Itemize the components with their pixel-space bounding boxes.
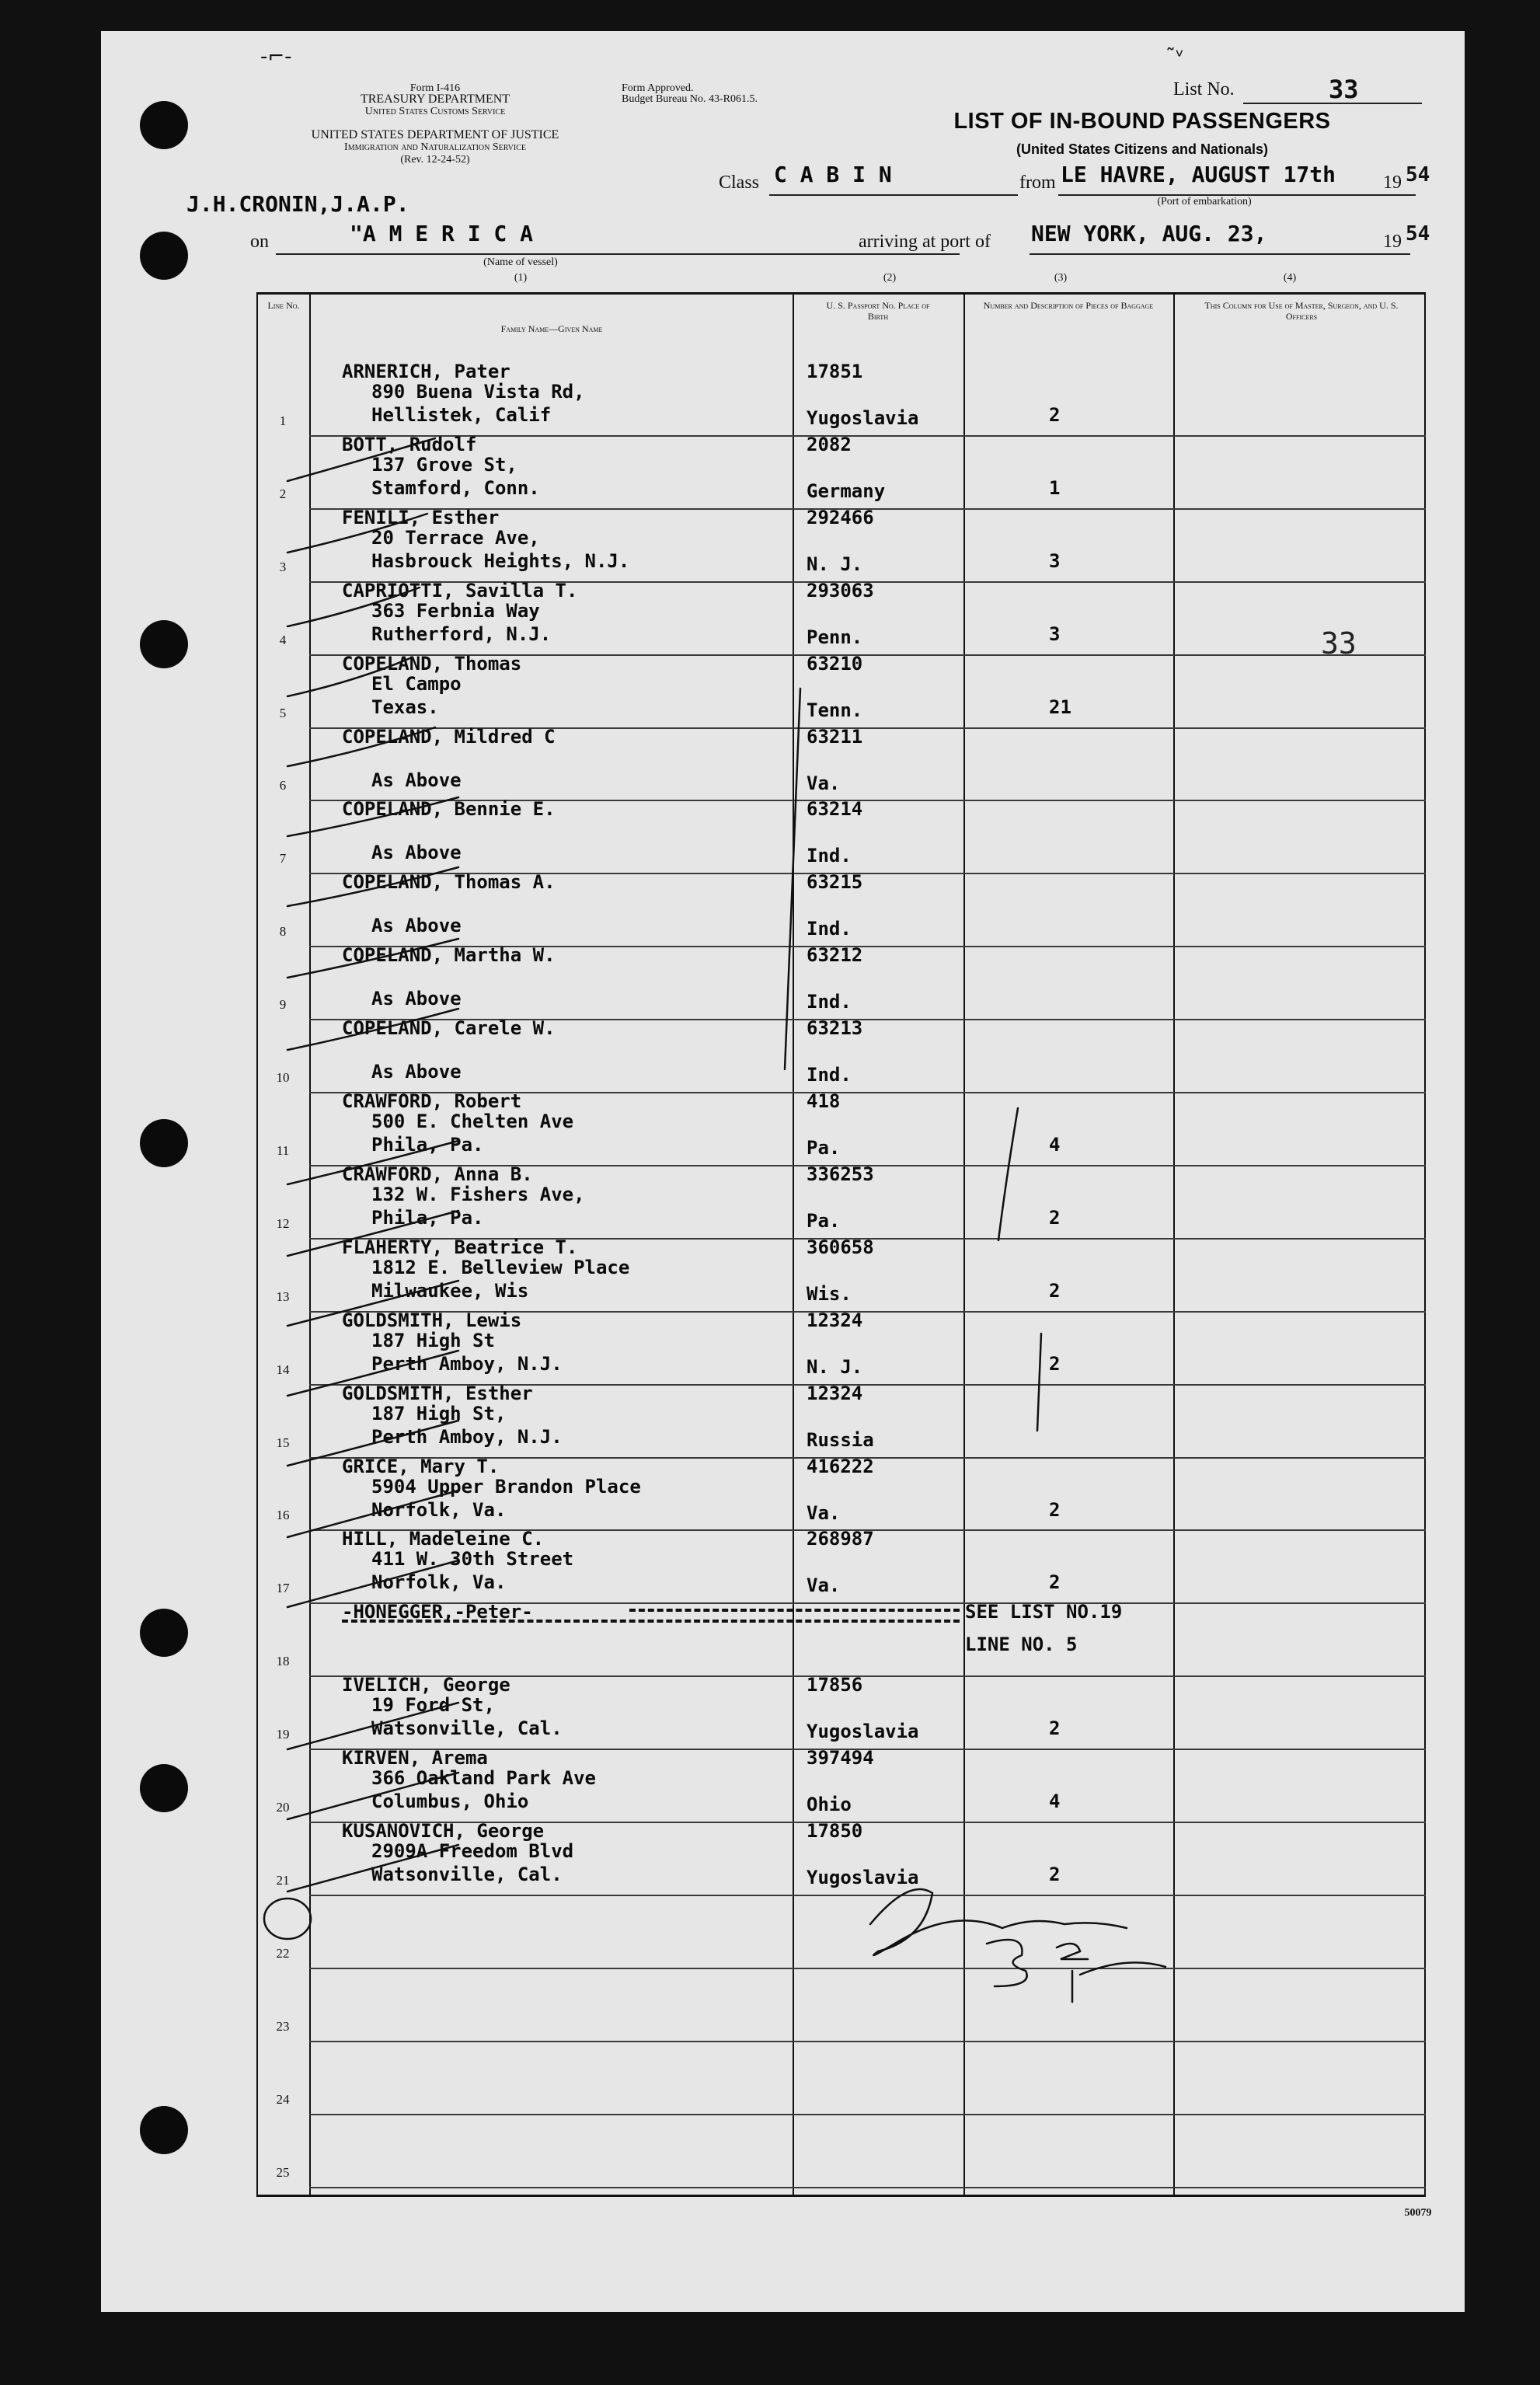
baggage-count: 2	[1049, 1864, 1061, 1885]
baggage-count: 1	[1049, 476, 1061, 499]
address-line-1: 187 High St,	[371, 1402, 507, 1424]
address-line-1: 187 High St	[371, 1329, 495, 1351]
passport-number: 418	[807, 1090, 841, 1112]
vessel-label: (Name of vessel)	[483, 256, 558, 268]
place-of-birth: Ind.	[807, 1064, 852, 1086]
dept-ins: Immigration and Naturalization Service	[344, 141, 526, 153]
dept-justice: UNITED STATES DEPARTMENT OF JUSTICE	[311, 128, 559, 141]
place-of-birth: Ind.	[807, 918, 852, 940]
col-header-line: Line No.	[267, 300, 300, 311]
passenger-name: GOLDSMITH, Esther	[342, 1382, 533, 1404]
place-of-birth: Tenn.	[807, 699, 863, 721]
dept-customs: United States Customs Service	[364, 106, 506, 117]
col-header-officers: This Column for Use of Master, Surgeon, and U. S. Officers	[1204, 300, 1399, 322]
line-number: 25	[276, 2164, 290, 2180]
address-line-1: El Campo	[371, 672, 462, 695]
address-line-1: 890 Buena Vista Rd,	[371, 381, 585, 403]
line-number: 10	[276, 1070, 290, 1085]
arriving-value: NEW YORK, AUG. 23,	[1031, 221, 1267, 246]
port-embark-label: (Port of embarkation)	[1157, 196, 1252, 207]
address-line-2: Milwaukee, Wis	[371, 1279, 529, 1302]
line-number: 20	[276, 1800, 290, 1815]
place-of-birth: Wis.	[807, 1282, 852, 1305]
passenger-name: FLAHERTY, Beatrice T.	[342, 1236, 578, 1258]
from-label: from	[1019, 173, 1056, 193]
passenger-name: COPELAND, Thomas A.	[342, 871, 556, 894]
revision: (Rev. 12-24-52)	[400, 154, 470, 166]
line-number: 3	[279, 559, 287, 574]
baggage-count: 2	[1049, 1279, 1061, 1302]
punch-hole	[140, 101, 188, 149]
punch-hole	[140, 1609, 188, 1657]
handwritten-marks	[256, 292, 1426, 2196]
col-num-2: (2)	[883, 272, 897, 284]
passenger-name: FENILI, Esther	[342, 506, 500, 528]
baggage-count: 3	[1049, 622, 1061, 645]
passenger-name: -HONEGGER,-Peter-	[342, 1601, 533, 1623]
arrival-year-prefix: 19	[1383, 232, 1402, 252]
line-number: 5	[279, 705, 287, 720]
address-line-2: As Above	[371, 988, 462, 1010]
address-line-2: As Above	[371, 842, 462, 864]
place-of-birth: Penn.	[807, 626, 863, 648]
place-of-birth: Russia	[807, 1428, 874, 1451]
line-number: 12	[276, 1215, 290, 1231]
passenger-name: COPELAND, Mildred C	[342, 725, 556, 748]
passenger-name: KIRVEN, Arema	[342, 1747, 488, 1770]
address-line-2: Rutherford, N.J.	[371, 622, 552, 645]
class-label: Class	[719, 173, 760, 193]
arriving-label: arriving at port of	[859, 232, 991, 252]
line-number: 13	[276, 1288, 290, 1304]
line-number: 2	[279, 486, 287, 501]
place-of-birth: Va.	[807, 772, 841, 794]
line-number: 8	[279, 924, 287, 940]
place-of-birth: Germany	[807, 479, 886, 502]
place-of-birth: Pa.	[807, 1137, 841, 1159]
passenger-name: COPELAND, Bennie E.	[342, 798, 556, 821]
address-line-1: 1812 E. Belleview Place	[371, 1256, 630, 1278]
col-header-baggage: Number and Description of Pieces of Baggage	[983, 300, 1154, 311]
line-number: 9	[279, 997, 287, 1013]
place-of-birth: Yugoslavia	[807, 1867, 919, 1888]
class-value: C A B I N	[774, 162, 892, 187]
on-label: on	[250, 232, 269, 252]
footer-code: 50079	[1404, 2207, 1432, 2219]
address-line-2: As Above	[371, 1061, 462, 1083]
passenger-name: CAPRIOTTI, Savilla T.	[342, 579, 578, 601]
passport-number: 63211	[807, 725, 863, 748]
place-of-birth: Va.	[807, 1574, 841, 1597]
address-line-2: Perth Amboy, N.J.	[371, 1352, 563, 1375]
address-line-1: 5904 Upper Brandon Place	[371, 1475, 641, 1498]
top-mark: ˜ᵛ	[1165, 45, 1184, 68]
passport-number: 17851	[807, 361, 863, 382]
passport-number: 17856	[807, 1674, 863, 1696]
place-of-birth: N. J.	[807, 1355, 863, 1378]
manifest-sheet	[101, 31, 1465, 2312]
year-value: 54	[1406, 163, 1430, 187]
place-of-birth: Ind.	[807, 845, 852, 867]
passenger-name: COPELAND, Martha W.	[342, 944, 556, 967]
baggage-count: 4	[1049, 1790, 1061, 1813]
passport-number: 63213	[807, 1017, 863, 1040]
passport-number: 63214	[807, 798, 863, 821]
address-line-1: 500 E. Chelten Ave	[371, 1111, 574, 1132]
list-no-value: 33	[1329, 75, 1359, 104]
baggage-count: 2	[1049, 1571, 1061, 1594]
passport-number: 63210	[807, 652, 863, 675]
place-of-birth: Ohio	[807, 1794, 852, 1816]
budget-bureau: Budget Bureau No. 43-R061.5.	[622, 93, 758, 105]
address-line-2: Perth Amboy, N.J.	[371, 1425, 563, 1448]
address-line-2: Phila, Pa.	[371, 1206, 484, 1229]
address-line-1: 366 Oakland Park Ave	[371, 1767, 596, 1790]
col-num-1: (1)	[514, 272, 528, 284]
line-number: 4	[279, 632, 287, 647]
baggage-count: 2	[1049, 1206, 1061, 1229]
cross-reference-note: SEE LIST NO.19	[965, 1601, 1123, 1623]
punch-hole	[140, 232, 188, 280]
passenger-name: GOLDSMITH, Lewis	[342, 1309, 522, 1331]
passport-number: 268987	[807, 1528, 874, 1550]
address-line-2: Hasbrouck Heights, N.J.	[371, 549, 630, 572]
passport-number: 360658	[807, 1236, 874, 1258]
passport-number: 12324	[807, 1382, 863, 1404]
line-number: 15	[276, 1435, 290, 1450]
passenger-name: HILL, Madeleine C.	[342, 1528, 545, 1550]
address-line-2: Phila, Pa.	[371, 1134, 484, 1156]
address-line-1: 132 W. Fishers Ave,	[371, 1183, 585, 1205]
address-line-1: 411 W. 30th Street	[371, 1548, 574, 1571]
baggage-count: 2	[1049, 404, 1061, 426]
passport-number: 12324	[807, 1309, 863, 1331]
address-line-2: Columbus, Ohio	[371, 1790, 529, 1813]
top-mark: -⌐-	[260, 45, 292, 68]
line-number: 11	[276, 1142, 290, 1158]
passenger-name: GRICE, Mary T.	[342, 1455, 500, 1477]
line-number: 22	[276, 1945, 290, 1961]
address-line-1: 2909A Freedom Blvd	[371, 1840, 574, 1862]
passport-number: 292466	[807, 506, 874, 528]
passenger-name: CRAWFORD, Robert	[342, 1090, 522, 1112]
dept-treasury: TREASURY DEPARTMENT	[360, 92, 510, 106]
from-value: LE HAVRE, AUGUST 17th	[1061, 162, 1336, 187]
address-line-2: As Above	[371, 769, 462, 791]
address-line-2: Norfolk, Va.	[371, 1498, 507, 1521]
col-header-passport: U. S. Passport No. Place of Birth	[826, 300, 930, 322]
line-number: 7	[279, 851, 287, 866]
address-line-1: 20 Terrace Ave,	[371, 526, 540, 549]
address-line-2: Watsonville, Cal.	[371, 1717, 563, 1740]
col-num-4: (4)	[1283, 272, 1297, 284]
passport-number: 17850	[807, 1820, 863, 1842]
baggage-count: 2	[1049, 1498, 1061, 1521]
punch-hole	[140, 620, 188, 668]
baggage-count: 4	[1049, 1134, 1061, 1156]
passenger-name: ARNERICH, Pater	[342, 361, 510, 382]
cross-reference-note: LINE NO. 5	[965, 1634, 1078, 1656]
address-line-2: Watsonville, Cal.	[371, 1864, 563, 1885]
address-line-2: Hellistek, Calif	[371, 404, 552, 426]
passport-number: 63215	[807, 871, 863, 894]
baggage-count: 3	[1049, 549, 1061, 572]
col-header-name: Family Name—Given Name	[500, 323, 603, 334]
year-prefix: 19	[1383, 173, 1402, 193]
place-of-birth: Va.	[807, 1501, 841, 1524]
passenger-name: COPELAND, Carele W.	[342, 1017, 556, 1040]
vessel-name: "A M E R I C A	[350, 221, 534, 246]
list-no-label: List No.	[1173, 79, 1235, 99]
place-of-birth: Yugoslavia	[807, 407, 919, 429]
baggage-count: 21	[1049, 696, 1071, 718]
address-line-1: 137 Grove St,	[371, 453, 517, 476]
punch-hole	[140, 2106, 188, 2154]
form-approved: Form Approved.	[622, 82, 694, 94]
line-number: 19	[276, 1727, 290, 1742]
passport-number: 416222	[807, 1455, 874, 1477]
passport-number: 293063	[807, 579, 874, 601]
address-line-2: Norfolk, Va.	[371, 1571, 507, 1594]
form-title: LIST OF IN-BOUND PASSENGERS	[953, 109, 1331, 134]
line-number: 17	[276, 1581, 290, 1596]
place-of-birth: Pa.	[807, 1209, 841, 1232]
address-line-1: 363 Ferbnia Way	[371, 599, 540, 622]
officer-note: 33	[1321, 626, 1357, 661]
form-subtitle: (United States Citizens and Nationals)	[1016, 141, 1269, 157]
passenger-name: BOTT, Rudolf	[342, 433, 477, 455]
punch-hole	[140, 1764, 188, 1812]
passenger-table	[256, 292, 1426, 2196]
line-number: 24	[276, 2091, 290, 2107]
address-line-1: 19 Ford St,	[371, 1694, 495, 1717]
officer-name: J.H.CRONIN,J.A.P.	[186, 191, 409, 217]
line-number: 23	[276, 2018, 290, 2034]
line-number: 1	[279, 413, 287, 428]
address-line-2: Texas.	[371, 696, 439, 718]
place-of-birth: Ind.	[807, 991, 852, 1013]
punch-hole	[140, 1119, 188, 1167]
passport-number: 336253	[807, 1163, 874, 1185]
passenger-name: COPELAND, Thomas	[342, 652, 522, 675]
line-number: 14	[276, 1362, 290, 1377]
line-number: 21	[276, 1872, 290, 1888]
passenger-name: KUSANOVICH, George	[342, 1820, 545, 1842]
line-number: 18	[276, 1654, 290, 1669]
passport-number: 397494	[807, 1747, 874, 1770]
line-number: 6	[279, 778, 287, 793]
place-of-birth: Yugoslavia	[807, 1721, 919, 1743]
col-num-3: (3)	[1054, 272, 1068, 284]
place-of-birth: N. J.	[807, 553, 863, 575]
baggage-count: 2	[1049, 1352, 1061, 1375]
baggage-count: 2	[1049, 1717, 1061, 1740]
address-line-2: Stamford, Conn.	[371, 476, 540, 499]
passenger-name: CRAWFORD, Anna B.	[342, 1163, 533, 1185]
passport-number: 63212	[807, 944, 863, 967]
passenger-name: IVELICH, George	[342, 1674, 510, 1696]
address-line-2: As Above	[371, 915, 462, 937]
passport-number: 2082	[807, 433, 852, 455]
arrival-year-value: 54	[1406, 222, 1430, 246]
line-number: 16	[276, 1508, 290, 1523]
form-number: Form I-416	[409, 82, 461, 94]
